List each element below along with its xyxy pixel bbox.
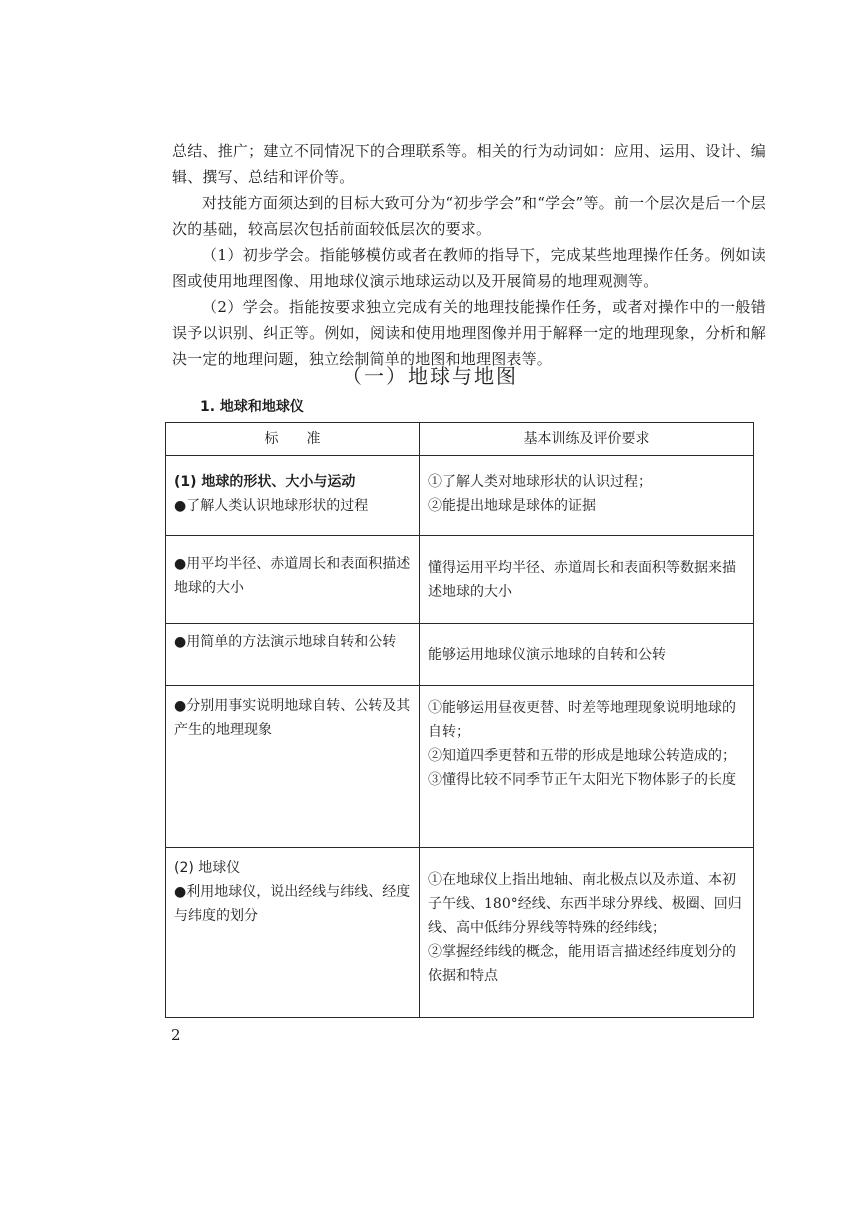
header-standard: 标 准 [166, 423, 420, 456]
standard-cell [166, 848, 420, 1018]
table-row [166, 456, 754, 536]
standards-table [165, 422, 754, 1018]
standard-heading: (2) 地球仪 [174, 860, 241, 876]
standard-item: ●了解人类认识地球形状的过程 [174, 498, 369, 514]
table-row [166, 536, 754, 624]
requirement-cell [420, 686, 754, 848]
requirement-item: ②掌握经纬线的概念，能用语言描述经纬度划分的依据和特点 [428, 944, 736, 984]
page-number: 2 [171, 1026, 181, 1044]
table-row [166, 624, 754, 686]
requirement-item: ③懂得比较不同季节正午太阳光下物体影子的长度 [428, 772, 736, 788]
standard-item: ●用平均半径、赤道周长和表面积描述地球的大小 [174, 556, 411, 596]
table-row [166, 848, 754, 1018]
standard-item: ●分别用事实说明地球自转、公转及其产生的地理现象 [174, 698, 411, 738]
standard-item: ●利用地球仪，说出经线与纬线、经度与纬度的划分 [174, 884, 411, 924]
requirement-cell [420, 624, 754, 686]
paragraph-3: （1）初步学会。指能够模仿或者在教师的指导下，完成某些地理操作任务。例如读图或使用地理图像、用地球仪演示地球运动以及开展简易的地理观测等。 [172, 246, 766, 290]
requirement-cell [420, 536, 754, 624]
standard-cell [166, 624, 420, 686]
requirement-item: 能够运用地球仪演示地球的自转和公转 [428, 646, 666, 663]
paragraph-1: 总结、推广；建立不同情况下的合理联系等。相关的行为动词如：应用、运用、设计、编辑、撰写、总结和评价等。 [172, 142, 766, 186]
standard-cell [166, 686, 420, 848]
standard-item: ●用简单的方法演示地球自转和公转 [174, 634, 397, 650]
requirement-item: ①在地球仪上指出地轴、南北极点以及赤道、本初子午线、180°经线、东西半球分界线、极圈、回归线、高中低纬分界线等特殊的经纬线； [428, 872, 742, 936]
sub-title: 1. 地球和地球仪 [200, 399, 304, 415]
requirement-cell [420, 848, 754, 1018]
table-row [166, 686, 754, 848]
section-title: （一）地球与地图 [342, 364, 518, 388]
standard-heading: (1) 地球的形状、大小与运动 [174, 474, 356, 490]
requirement-item: ②知道四季更替和五带的形成是地球公转造成的； [428, 748, 736, 764]
table-header-row [166, 423, 754, 456]
standard-cell [166, 536, 420, 624]
requirement-item: ①能够运用昼夜更替、时差等地理现象说明地球的自转； [428, 700, 736, 740]
requirement-item: ②能提出地球是球体的证据 [428, 498, 596, 514]
requirement-cell [420, 456, 754, 536]
paragraph-4: （2）学会。指能按要求独立完成有关的地理技能操作任务，或者对操作中的一般错误予以识别、纠正等。例如，阅读和使用地理图像并用于解释一定的地理现象，分析和解决一定的地理问题，独立绘制简单的地图和地理图表等。 [172, 298, 766, 368]
standard-cell [166, 456, 420, 536]
requirement-item: 懂得运用平均半径、赤道周长和表面积等数据来描述地球的大小 [428, 560, 736, 600]
header-requirements: 基本训练及评价要求 [420, 423, 754, 456]
paragraph-2: 对技能方面须达到的目标大致可分为“初步学会”和“学会”等。前一个层次是后一个层次的基础，较高层次包括前面较低层次的要求。 [172, 194, 766, 238]
requirement-item: ①了解人类对地球形状的认识过程； [428, 474, 652, 490]
